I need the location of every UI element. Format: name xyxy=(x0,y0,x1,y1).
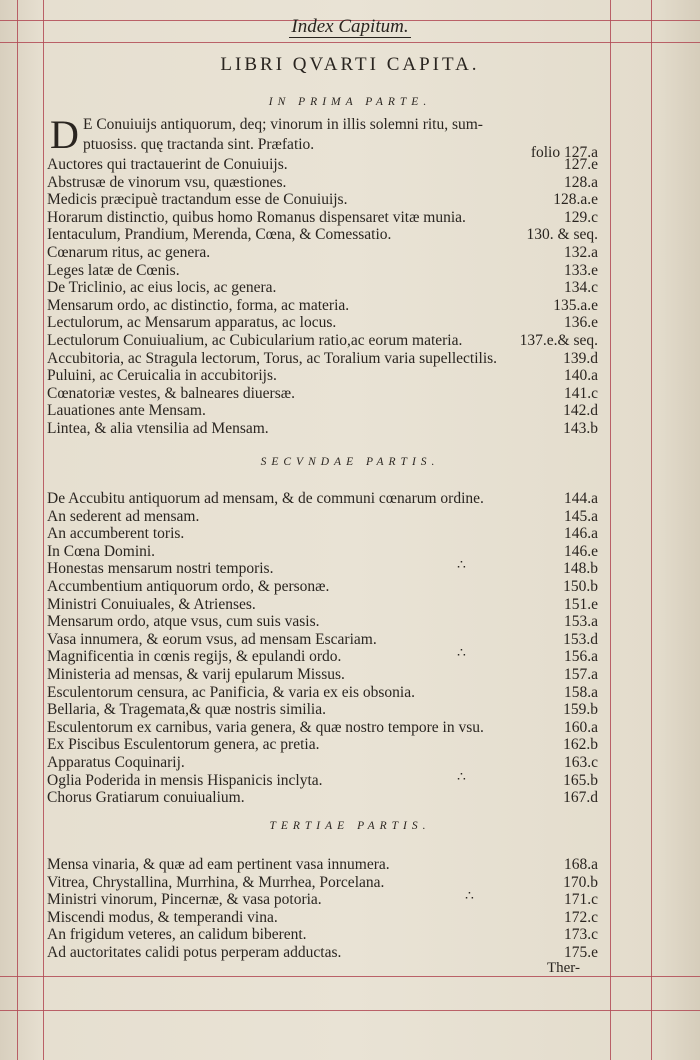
part-heading-1: IN PRIMA PARTE. xyxy=(268,96,432,108)
entry-page-number: 175.e xyxy=(563,944,598,961)
running-head xyxy=(0,16,700,38)
catchword: Ther- xyxy=(546,960,580,976)
entry-title: Medicis præcipuè tractandum esse de Conuiuijs. xyxy=(47,191,348,209)
entry-title: Esculentorum ex carnibus, varia genera, & quæ nostro tempore in vsu. xyxy=(47,718,484,736)
entry-page-number: 141.c xyxy=(563,384,598,402)
entry-page-number: 145.a xyxy=(563,507,598,525)
entry-page-number: 162.b xyxy=(563,736,598,754)
index-entry xyxy=(47,332,600,350)
first-entry-line-2: ptuosiss. quę tractanda sint. Præfatio. xyxy=(83,136,315,153)
index-entry xyxy=(47,508,600,526)
entry-page-number: 157.a xyxy=(563,666,598,683)
footer-rule-top xyxy=(0,976,700,977)
entry-title: Lauationes ante Mensam. xyxy=(47,402,206,420)
index-entry xyxy=(47,156,600,174)
entry-page-number: 168.a xyxy=(563,856,598,873)
index-entry xyxy=(47,350,600,368)
entry-page-number: 133.e xyxy=(563,261,598,279)
entry-title: Leges latæ de Cœnis. xyxy=(47,261,180,279)
entry-title: Esculentorum censura, ac Panificia, & varia ex eis obsonia. xyxy=(47,683,415,701)
entry-page-number: 128.a xyxy=(563,173,598,191)
first-entry-line-1: E Conuiuijs antiquorum, deq; vinorum in illis solemni ritu, sum- xyxy=(83,116,483,133)
index-entry xyxy=(47,596,600,614)
running-head-text: Index Capitum. xyxy=(291,16,409,37)
entry-title: Vitrea, Chrystallina, Murrhina, & Murrhea, Porcelana. xyxy=(47,873,385,891)
entry-page-number: 172.c xyxy=(563,908,598,926)
ornament: ∴ xyxy=(457,646,466,662)
entry-title: Oglia Poderida in mensis Hispanicis inclyta. xyxy=(47,771,323,789)
entry-title: Ientaculum, Prandium, Merenda, Cœna, & Comessatio. xyxy=(47,226,392,244)
index-entry xyxy=(47,613,600,631)
index-entry xyxy=(47,926,600,944)
entry-page-number: 160.a xyxy=(563,718,598,736)
index-entry xyxy=(47,420,600,438)
entry-page-number: 153.a xyxy=(563,613,598,631)
index-entry xyxy=(47,701,600,719)
index-entry xyxy=(47,402,600,420)
entry-page-number: 156.a xyxy=(563,648,598,666)
entry-page-number: 148.b xyxy=(563,560,598,578)
index-entry xyxy=(47,631,600,649)
entry-title: Lectulorum Conuiualium, ac Cubicularium ratio,ac eorum materia. xyxy=(47,332,463,349)
entry-page-number: 140.a xyxy=(563,367,598,385)
margin-rule-left-outer xyxy=(17,0,18,1060)
entry-page-number: 135.a.e xyxy=(553,296,598,314)
entry-title: Vasa innumera, & eorum vsus, ad mensam Escariam. xyxy=(47,630,377,648)
index-entry xyxy=(47,666,600,684)
index-entry xyxy=(47,560,600,578)
index-entry xyxy=(47,385,600,403)
footer-rule-bottom xyxy=(0,1010,700,1011)
entry-title: An accumberent toris. xyxy=(47,525,185,543)
entry-title: Accubitoria, ac Stragula lectorum, Torus, ac Toralium varia supellectilis. xyxy=(47,349,498,367)
entry-page-number: 132.a xyxy=(563,244,598,261)
index-entry xyxy=(47,648,600,666)
entry-page-number: 139.d xyxy=(563,349,598,367)
entry-title: An frigidum veteres, an calidum biberent. xyxy=(47,926,307,944)
entry-page-number: 171.c xyxy=(563,891,598,909)
entry-page-number: 144.a xyxy=(563,490,598,507)
entry-title: Cœnarum ritus, ac genera. xyxy=(47,244,211,261)
entry-title: De Accubitu antiquorum ad mensam, & de communi cœnarum ordine. xyxy=(47,490,484,507)
index-entry xyxy=(47,297,600,315)
entry-page-number: 143.b xyxy=(563,420,598,437)
entry-page-number: 130. & seq. xyxy=(526,226,598,244)
index-entry xyxy=(47,909,600,927)
entry-page-number: 159.b xyxy=(563,701,598,719)
margin-rule-right-inner xyxy=(610,0,611,1060)
index-entry xyxy=(47,209,600,227)
entry-page-number: 129.c xyxy=(563,208,598,226)
index-entry xyxy=(47,244,600,262)
index-entry xyxy=(47,226,600,244)
ornament: ∴ xyxy=(465,889,474,905)
index-entry xyxy=(47,279,600,297)
index-entry xyxy=(47,191,600,209)
entry-title: Bellaria, & Tragemata,& quæ nostris similia. xyxy=(47,701,326,719)
index-entry xyxy=(47,684,600,702)
entry-page-number: 150.b xyxy=(563,578,598,595)
entry-title: Miscendi modus, & temperandi vina. xyxy=(47,908,278,926)
entry-title: Ad auctoritates calidi potus perperam adductas. xyxy=(47,944,342,961)
entry-page-number: 137.e.& seq. xyxy=(519,332,598,349)
entry-page-number: 170.b xyxy=(563,873,598,891)
index-entry xyxy=(47,719,600,737)
entry-page-number: 142.d xyxy=(563,402,598,420)
entry-title: Abstrusæ de vinorum vsu, quæstiones. xyxy=(47,173,287,191)
index-entry xyxy=(47,314,600,332)
ornament: ∴ xyxy=(457,769,466,785)
index-entry xyxy=(47,736,600,754)
book-title: LIBRI QVARTI CAPITA. xyxy=(220,54,480,75)
drop-capital: D xyxy=(50,112,79,157)
entry-title: Chorus Gratiarum conuiualium. xyxy=(47,789,245,807)
index-entry xyxy=(47,174,600,192)
entry-page-number: 158.a xyxy=(563,683,598,701)
entry-title: Ex Piscibus Esculentorum genera, ac pretia. xyxy=(47,736,320,754)
index-entry xyxy=(47,490,600,508)
entry-title: Mensarum ordo, ac distinctio, forma, ac materia. xyxy=(47,296,350,314)
entry-title: Cœnatoriæ vestes, & balneares diuersæ. xyxy=(47,384,295,402)
entry-page-number: 128.a.e xyxy=(553,191,598,209)
entry-title: Mensarum ordo, atque vsus, cum suis vasis. xyxy=(47,613,320,631)
entry-title: Magnificentia in cœnis regijs, & epulandi ordo. xyxy=(47,648,342,666)
index-entry xyxy=(47,874,600,892)
entry-page-number: 153.d xyxy=(563,630,598,648)
index-entry xyxy=(47,789,600,807)
entry-page-number: 163.c xyxy=(563,754,598,771)
index-entry xyxy=(47,944,600,962)
entry-title: An sederent ad mensam. xyxy=(47,507,200,525)
entry-page-number: 134.c xyxy=(563,279,598,297)
entry-title: Lintea, & alia vtensilia ad Mensam. xyxy=(47,420,269,437)
entry-page-number: 151.e xyxy=(563,595,598,613)
entry-title: Horarum distinctio, quibus homo Romanus dispensaret vitæ munia. xyxy=(47,208,466,226)
header-rule-bottom xyxy=(0,42,700,43)
index-entry xyxy=(47,578,600,596)
entry-title: Lectulorum, ac Mensarum apparatus, ac locus. xyxy=(47,314,337,332)
entry-title: In Cœna Domini. xyxy=(47,542,156,560)
margin-rule-right-outer xyxy=(651,0,652,1060)
margin-rule-left-inner xyxy=(43,0,44,1060)
entry-title: Honestas mensarum nostri temporis. xyxy=(47,560,274,578)
entry-title: Mensa vinaria, & quæ ad eam pertinent vasa innumera. xyxy=(47,856,390,873)
index-entry xyxy=(47,262,600,280)
part-heading-2: SECVNDAE PARTIS. xyxy=(260,456,440,468)
entry-page-number: 173.c xyxy=(563,926,598,944)
entry-title: Ministri Conuiuales, & Atrienses. xyxy=(47,595,256,613)
entry-page-number: 167.d xyxy=(563,789,598,807)
entry-page-number: 146.a xyxy=(563,525,598,543)
index-entry xyxy=(47,891,600,909)
entry-title: Accumbentium antiquorum ordo, & personæ. xyxy=(47,578,330,595)
index-entry xyxy=(47,543,600,561)
index-entry xyxy=(47,367,600,385)
index-entry xyxy=(47,525,600,543)
entry-page-number: 146.e xyxy=(563,542,598,560)
entry-title: Auctores qui tractauerint de Conuiuijs. xyxy=(47,156,288,173)
entry-title: Ministeria ad mensas, & varij epularum Missus. xyxy=(47,666,345,683)
first-entry-page: folio 127.a xyxy=(530,144,598,161)
entry-title: Puluini, ac Ceruicalia in accubitorijs. xyxy=(47,367,277,385)
part-heading-3: TERTIAE PARTIS. xyxy=(269,820,431,832)
entry-page-number: 136.e xyxy=(563,314,598,332)
entry-page-number: 165.b xyxy=(563,771,598,789)
entry-page-number: 127.e xyxy=(563,156,598,173)
index-entry xyxy=(47,769,600,790)
ornament: ∴ xyxy=(457,558,466,574)
index-entry xyxy=(47,754,600,772)
entry-title: Apparatus Coquinarij. xyxy=(47,754,185,771)
index-entry xyxy=(47,856,600,874)
entry-title: De Triclinio, ac eius locis, ac genera. xyxy=(47,279,277,297)
entry-title: Ministri vinorum, Pincernæ, & vasa potoria. xyxy=(47,891,322,909)
